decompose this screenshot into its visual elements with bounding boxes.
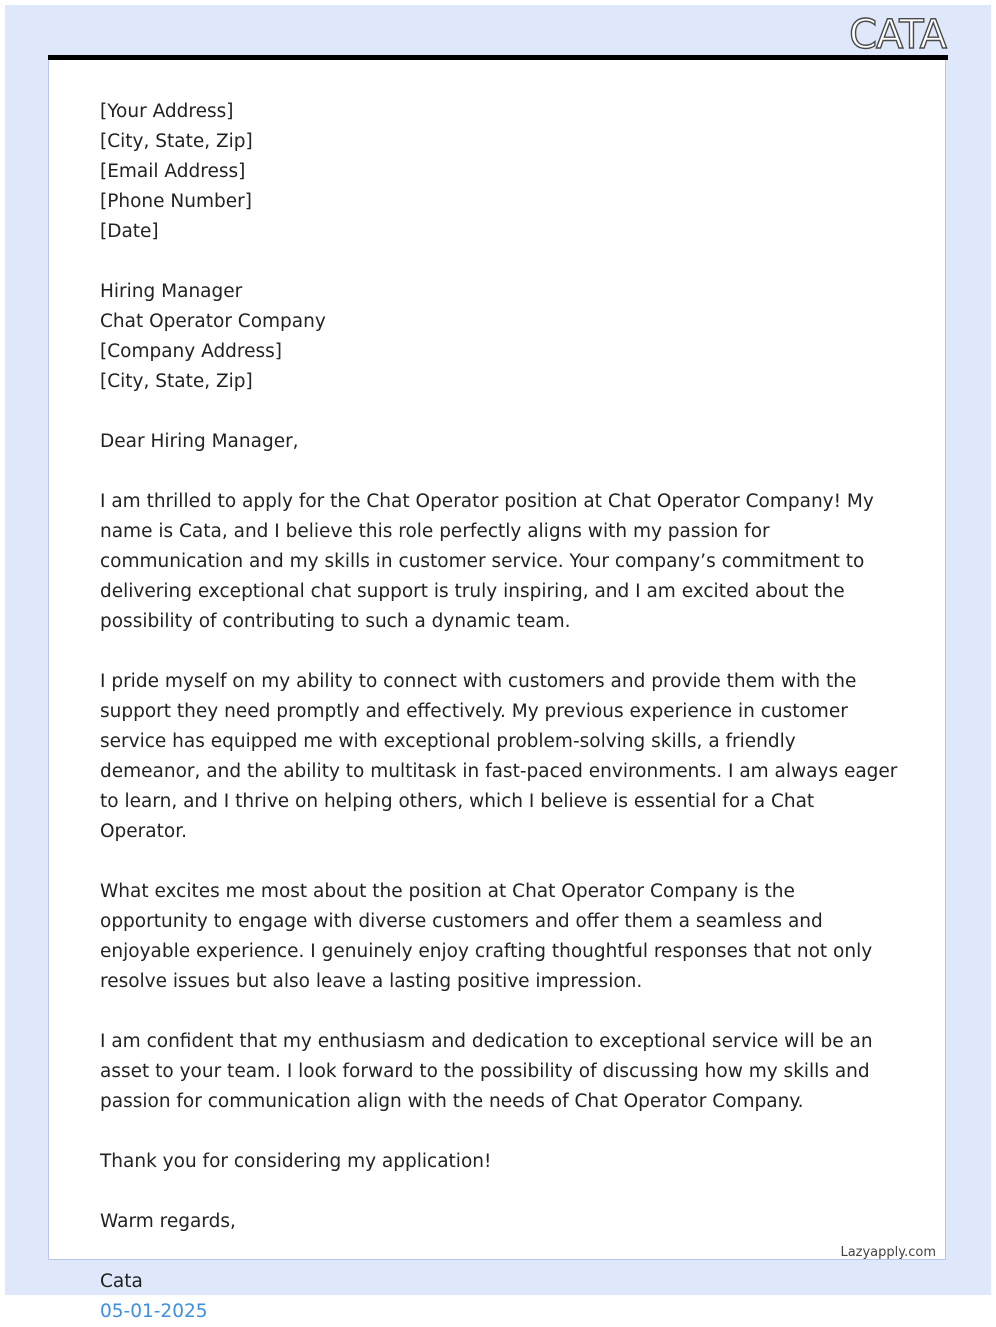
thanks-line: Thank you for considering my application!	[100, 1151, 492, 1172]
spacer	[100, 1177, 900, 1207]
spacer	[100, 997, 900, 1027]
header-rule	[48, 55, 948, 60]
recipient-company: Chat Operator Company	[100, 311, 326, 332]
recipient-city-state-zip: [City, State, Zip]	[100, 371, 253, 392]
cover-letter-body	[100, 97, 900, 1327]
paragraph-1: I am thrilled to apply for the Chat Operator position at Chat Operator Company! My name is Cata, and I believe this role perfectly aligns with my passion for communication and my skills in customer service. Your company’s commitment to delivering exceptional chat support is truly inspiring, and I am excited about the possibility of contributing to such a dynamic team.	[100, 491, 874, 632]
sender-city-state-zip: [City, State, Zip]	[100, 131, 253, 152]
spacer	[100, 457, 900, 487]
salutation: Dear Hiring Manager,	[100, 431, 299, 452]
sender-date: [Date]	[100, 221, 159, 242]
paragraph-4: I am confident that my enthusiasm and dedication to exceptional service will be an asset to your team. I look forward to the possibility of discussing how my skills and passion for communication align with the needs of Chat Operator Company.	[100, 1031, 873, 1112]
sender-email: [Email Address]	[100, 161, 246, 182]
spacer	[100, 637, 900, 667]
watermark-link[interactable]: Lazyapply.com	[840, 1245, 936, 1260]
signature-name: Cata	[100, 1271, 143, 1292]
recipient-name: Hiring Manager	[100, 281, 243, 302]
closing: Warm regards,	[100, 1211, 236, 1232]
spacer	[100, 247, 900, 277]
spacer	[100, 1117, 900, 1147]
spacer	[100, 847, 900, 877]
spacer	[100, 397, 900, 427]
sender-address: [Your Address]	[100, 101, 234, 122]
recipient-address: [Company Address]	[100, 341, 283, 362]
sender-phone: [Phone Number]	[100, 191, 252, 212]
brand-logo-text: CATA	[849, 12, 946, 58]
spacer	[100, 1237, 900, 1267]
paragraph-3: What excites me most about the position at Chat Operator Company is the opportunity to engage with diverse customers and offer them a seamless and enjoyable experience. I genuinely enjoy crafting thoughtful responses that not only resolve issues but also leave a lasting positive impression.	[100, 881, 873, 992]
signed-date: 05-01-2025	[100, 1301, 208, 1322]
paragraph-2: I pride myself on my ability to connect with customers and provide them with the support they need promptly and effectively. My previous experience in customer service has equipped me with exceptional problem-solving skills, a friendly demeanor, and the ability to multitask in fast-paced environments. I am always eager to learn, and I thrive on helping others, which I believe is essential for a Chat Operator.	[100, 671, 898, 842]
